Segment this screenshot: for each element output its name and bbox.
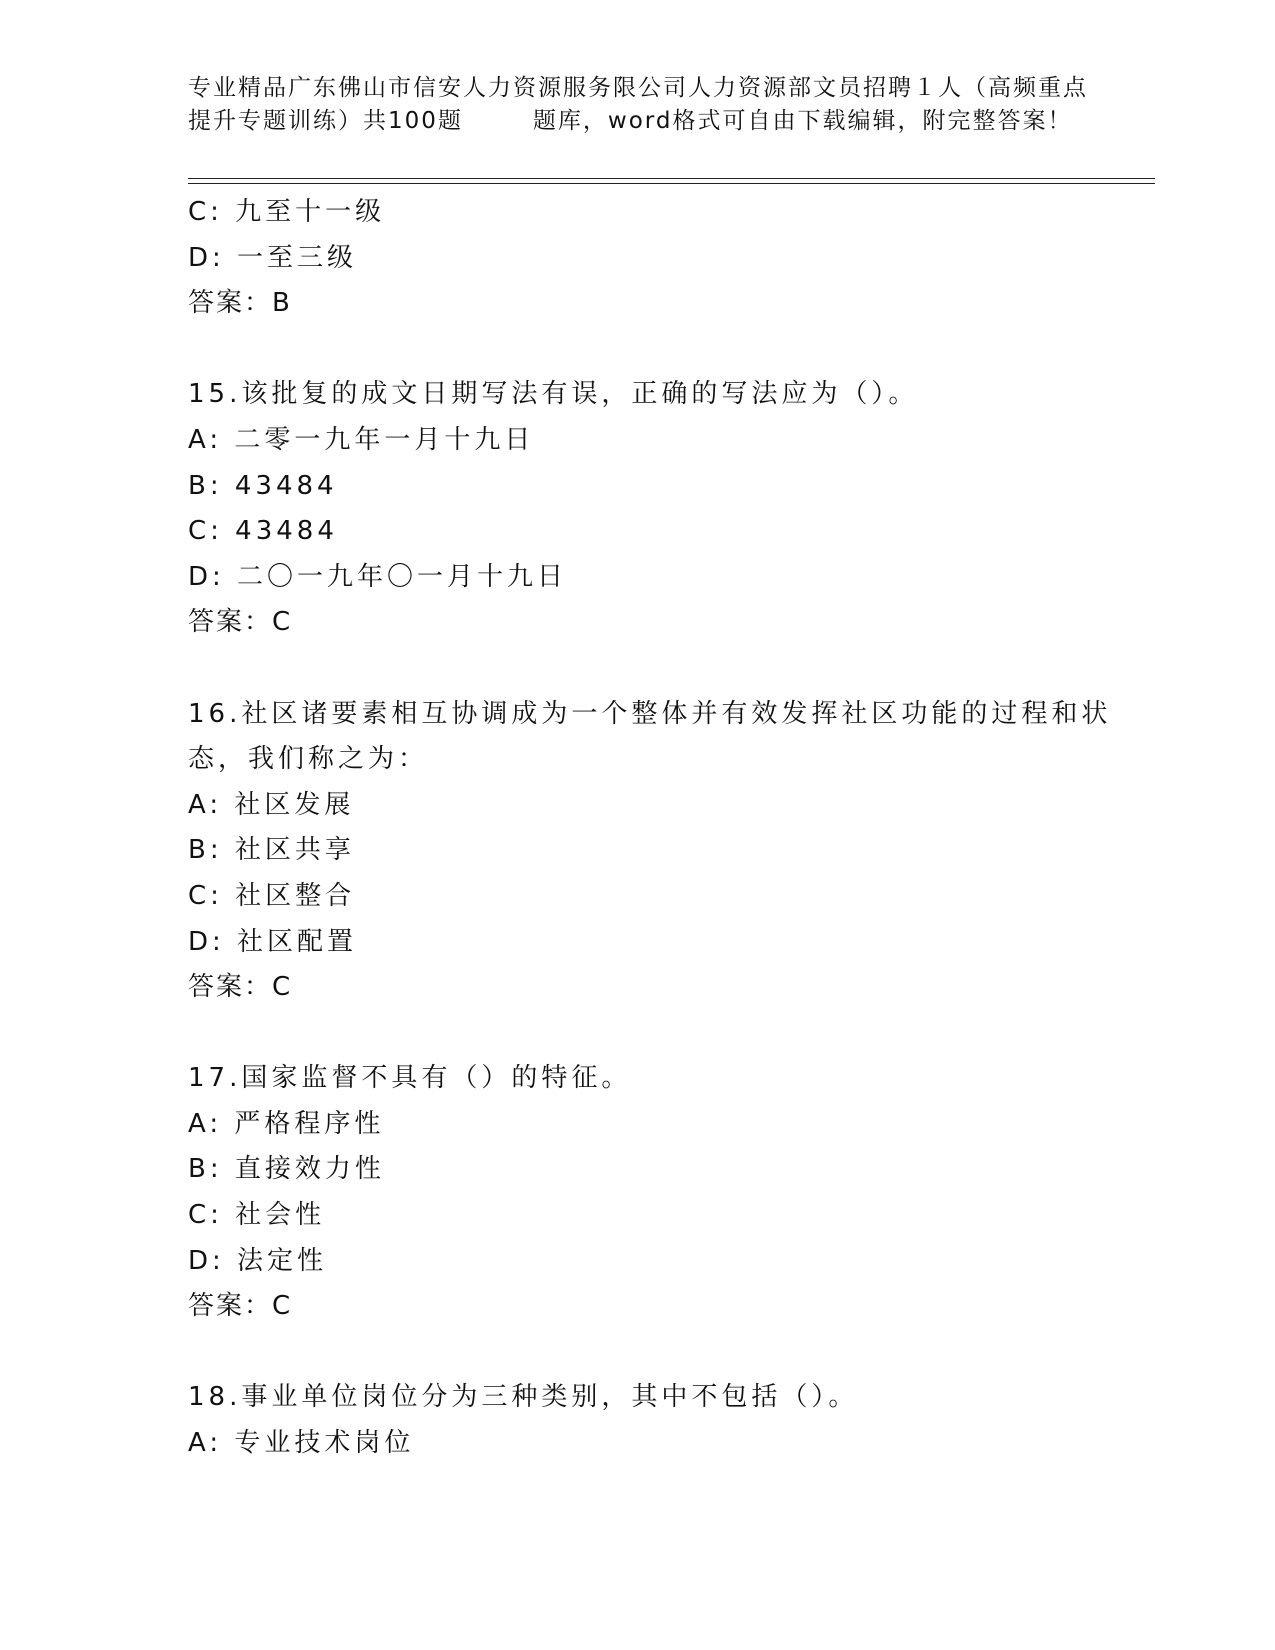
answer: 答案：C [188, 972, 293, 1003]
header-rule-bottom [188, 183, 1155, 184]
option-d: D: 社区配置 [188, 926, 358, 957]
document-header [188, 72, 1088, 138]
header-line-1: 专业精品广东佛山市信安人力资源服务限公司人力资源部文员招聘１人（高频重点 [188, 75, 1088, 101]
answer: 答案：C [188, 1291, 293, 1322]
header-line-2-left: 提升专题训练）共100题 [188, 108, 463, 134]
question-stem: 17.国家监督不具有（）的特征。 [188, 1063, 632, 1094]
question-16 [188, 692, 1148, 1011]
question-stem: 15.该批复的成文日期写法有误，正确的写法应为（）。 [188, 379, 919, 410]
option-b: B: 直接效力性 [188, 1154, 385, 1185]
question-18 [188, 1375, 1148, 1466]
header-line-2-right: 题库，word格式可自由下载编辑，附完整答案！ [532, 108, 1073, 134]
option-c: C: 43484 [188, 516, 338, 547]
question-stem: 18.事业单位岗位分为三种类别，其中不包括（）。 [188, 1382, 859, 1413]
header-rule-top [188, 178, 1155, 179]
option-c: C: 九至十一级 [188, 197, 386, 227]
option-b: B: 43484 [188, 470, 338, 501]
option-a: A: 严格程序性 [188, 1108, 385, 1139]
question-stem-continued: 态，我们称之为： [188, 744, 429, 775]
question-stem: 16.社区诸要素相互协调成为一个整体并有效发挥社区功能的过程和状 [188, 698, 1112, 729]
option-d: D: 二〇一九年〇一月十九日 [188, 561, 568, 592]
option-a: A: 专业技术岗位 [188, 1428, 415, 1459]
option-b: B: 社区共享 [188, 835, 355, 866]
option-d: D: 法定性 [188, 1245, 328, 1276]
option-d: D: 一至三级 [188, 242, 358, 273]
question-17 [188, 1056, 1148, 1330]
header-line-2 [188, 105, 1088, 138]
option-a: A: 社区发展 [188, 789, 355, 820]
question-15 [188, 372, 1148, 646]
document-body [188, 190, 1148, 1467]
answer: 答案：B [188, 288, 292, 319]
answer: 答案：C [188, 607, 293, 638]
option-c: C: 社会性 [188, 1200, 326, 1231]
prev-question-tail [188, 190, 1148, 327]
option-a: A: 二零一九年一月十九日 [188, 424, 535, 455]
option-c: C: 社区整合 [188, 880, 356, 911]
